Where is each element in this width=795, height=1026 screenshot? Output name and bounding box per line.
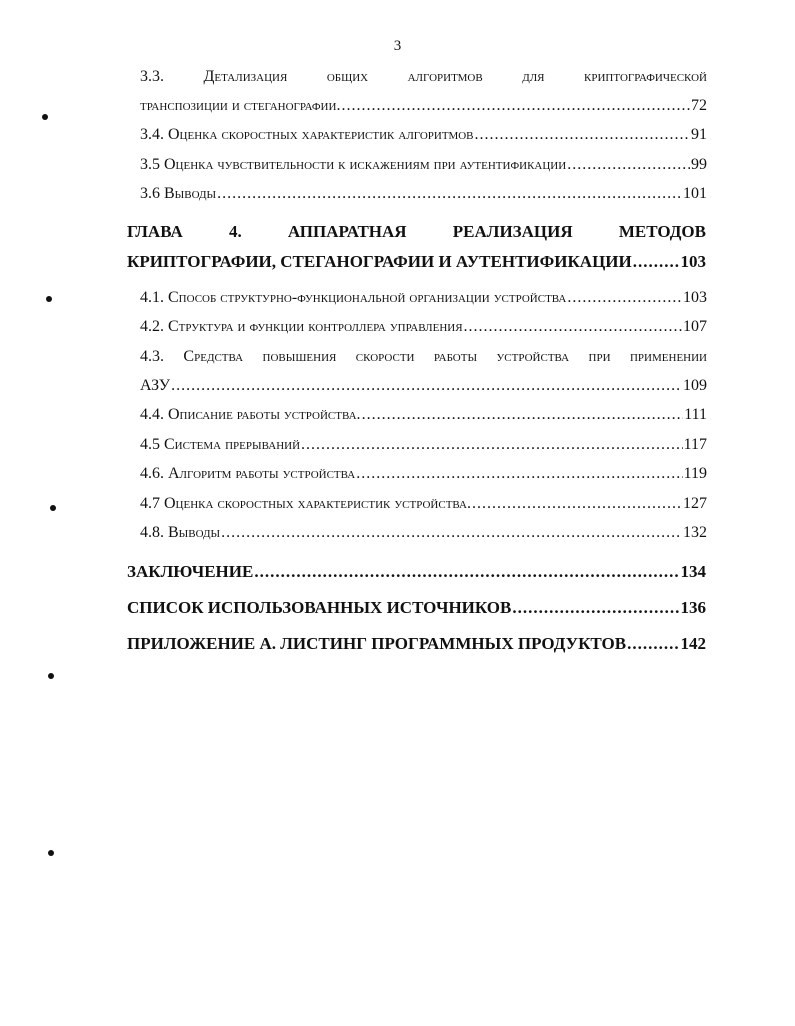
toc-entry-4-5 (140, 436, 707, 454)
dot-leader (472, 495, 682, 513)
toc-entry-title: 4.2. Структура и функции контроллера управления (140, 318, 463, 335)
dot-leader (567, 289, 682, 307)
toc-entry-4-3 (140, 377, 707, 395)
toc-entry-4-8 (140, 524, 707, 542)
dot-leader (356, 465, 682, 483)
toc-entry-4-7 (140, 495, 707, 513)
toc-entry-page: 72 (691, 97, 707, 114)
toc-entry-title: 4.8. Выводы (140, 524, 221, 541)
toc-entry-page: 119 (683, 465, 707, 482)
toc-entry-title: 4.4. Описание работы устройства. (140, 406, 361, 423)
toc-entry-title: ЗАКЛЮЧЕНИЕ (127, 562, 254, 581)
toc-entry-page: 103 (680, 252, 706, 271)
page-number: 3 (393, 38, 402, 54)
toc-sources (127, 598, 706, 618)
dot-leader (217, 185, 682, 203)
toc-entry-page: 117 (683, 436, 707, 453)
toc-entry-4-1 (140, 289, 707, 307)
toc-entry-4-2 (140, 318, 707, 336)
toc-entry-title: транспозиции и стеганографии. (140, 97, 341, 114)
toc-entry-4-4 (140, 406, 707, 424)
dot-leader (341, 97, 690, 115)
toc-chapter-4 (127, 252, 706, 272)
dot-leader (475, 126, 691, 144)
toc-entry-4-3-line1: 4.3. Средства повышения скорости работы устройства при применении (140, 348, 707, 365)
toc-entry-page: 99 (691, 156, 707, 173)
dot-leader (221, 524, 682, 542)
dot-leader (633, 252, 680, 272)
toc-chapter-4-line1: ГЛАВА 4. АППАРАТНАЯ РЕАЛИЗАЦИЯ МЕТОДОВ (127, 222, 706, 241)
toc-entry-3-3 (140, 97, 707, 115)
toc-entry-title: 4.6. Алгоритм работы устройства (140, 465, 356, 482)
scan-mark (48, 850, 54, 856)
dot-leader (301, 436, 683, 454)
toc-entry-4-6 (140, 465, 707, 483)
scan-mark (42, 114, 48, 120)
scan-mark (50, 505, 56, 511)
toc-entry-page: 103 (683, 289, 707, 306)
toc-appendix (127, 634, 706, 654)
dot-leader (171, 377, 682, 395)
toc-entry-title: ПРИЛОЖЕНИЕ А. ЛИСТИНГ ПРОГРАММНЫХ ПРОДУКТОВ (127, 634, 627, 653)
toc-conclusion (127, 562, 706, 582)
toc-entry-title: АЗУ (140, 377, 171, 394)
toc-entry-title: 4.5 Система прерываний (140, 436, 301, 453)
dot-leader (362, 406, 684, 424)
dot-leader (567, 156, 690, 174)
toc-entry-page: 132 (683, 524, 707, 541)
toc-entry-title: 4.7 Оценка скоростных характеристик устройства. (140, 495, 471, 512)
toc-entry-page: 134 (680, 562, 706, 581)
toc-entry-title: СПИСОК ИСПОЛЬЗОВАННЫХ ИСТОЧНИКОВ (127, 598, 512, 617)
scan-mark (48, 673, 54, 679)
dot-leader (254, 562, 679, 582)
toc-entry-page: 91 (691, 126, 707, 143)
toc-entry-page: 109 (683, 377, 707, 394)
scan-mark (46, 296, 52, 302)
toc-entry-title: 3.5 Оценка чувствительности к искажениям при аутентификации (140, 156, 567, 173)
dot-leader (512, 598, 679, 618)
toc-entry-page: 136 (680, 598, 706, 617)
toc-entry-page: 142 (680, 634, 706, 653)
toc-entry-page: 107 (683, 318, 707, 335)
toc-entry-title: 3.4. Оценка скоростных характеристик алгоритмов (140, 126, 474, 143)
toc-entry-page: 111 (684, 406, 707, 423)
toc-entry-page: 101 (683, 185, 707, 202)
toc-entry-title: 3.6 Выводы (140, 185, 217, 202)
toc-entry-3-5 (140, 156, 707, 174)
toc-entry-page: 127 (683, 495, 707, 512)
toc-entry-title: КРИПТОГРАФИИ, СТЕГАНОГРАФИИ И АУТЕНТИФИКАЦИИ (127, 252, 632, 271)
dot-leader (464, 318, 682, 336)
toc-entry-title: 4.1. Способ структурно-функциональной организации устройства (140, 289, 567, 306)
toc-entry-3-4 (140, 126, 707, 144)
toc-entry-3-3-line1: 3.3. Детализация общих алгоритмов для криптографической (140, 68, 707, 85)
toc-entry-3-6 (140, 185, 707, 203)
dot-leader (627, 634, 679, 654)
